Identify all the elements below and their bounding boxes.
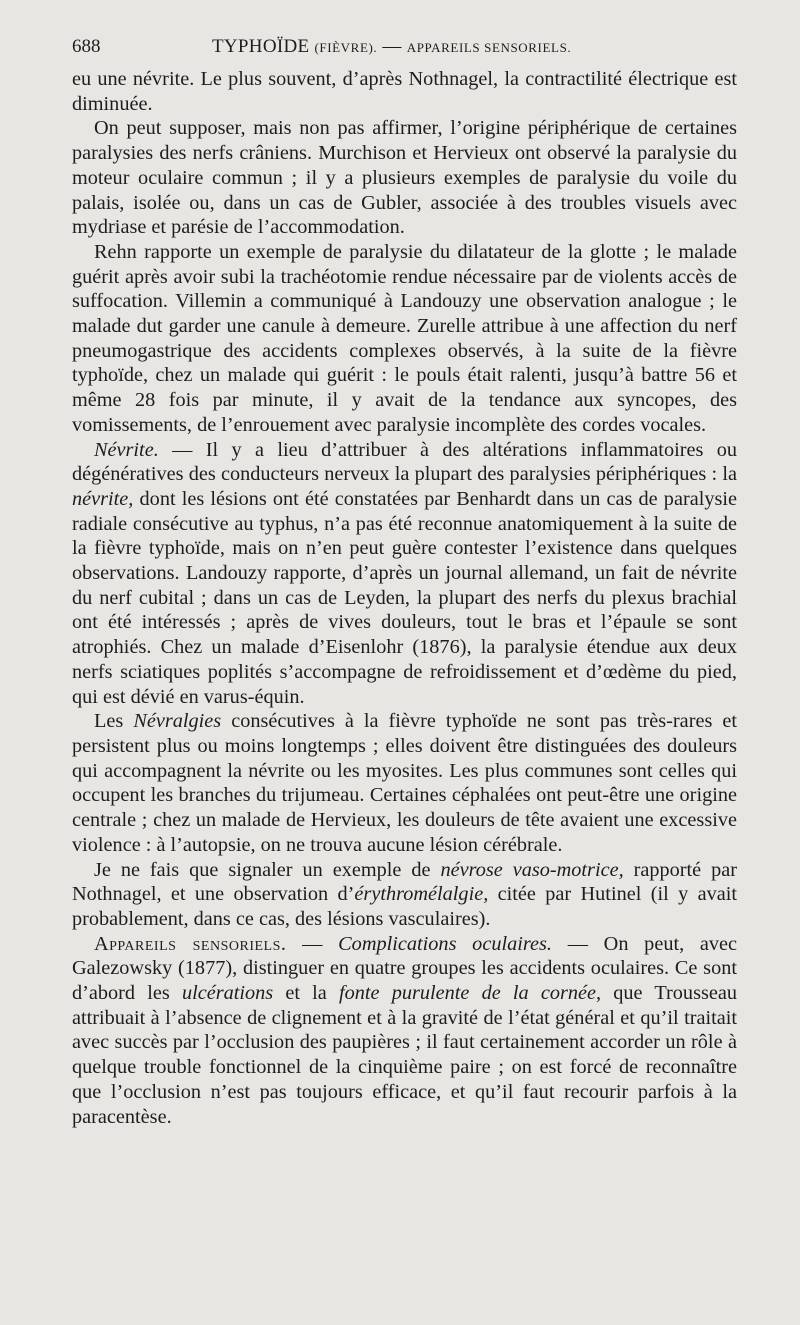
header-separator: — bbox=[382, 36, 402, 57]
running-header bbox=[72, 34, 737, 60]
section-heading: Appareils sensoriels. bbox=[94, 932, 287, 955]
paragraph-nevralgies: Les Névralgies consécutives à la fièvre typhoïde ne sont pas très-rares et persistent plus ou moins longtemps ; elles doivent être distinguées des douleurs qui accompagnent la névrite ou les myosites. Les plus communes sont celles qui occupent les branches du trijumeau. Certaines céphalées ont peut-être une origine centrale ; chez un malade de Hervieux, les douleurs de tête avaient une excessive violence : à l’autopsie, on ne trouva aucune lésion cérébrale. bbox=[72, 710, 737, 856]
running-title bbox=[212, 34, 571, 61]
paragraph-continuation: eu une névrite. Le plus souvent, d’après Nothnagel, la contractilité électrique est diminuée. bbox=[72, 68, 737, 115]
paragraph-glottis: Rehn rapporte un exemple de paralysie du dilatateur de la glotte ; le malade guérit après avoir subi la trachéotomie rendue nécessaire par de violents accès de suffocation. Villemin a communiqué à Landouzy une observation analogue ; le malade dut garder une canule à demeure. Zurelle attribue à une affection du nerf pneumogastrique des accidents complexes observés, à la suite de la fièvre typhoïde, chez un malade qui guérit : le pouls était ralenti, jusqu’à battre 56 et même 28 fois par minute, il y avait de la tendance aux syncopes, des vomissements, de l’enrouement avec paralysie incomplète des cordes vocales. bbox=[72, 240, 737, 436]
page-body bbox=[72, 67, 737, 1129]
paragraph-nevrite: Névrite. — Il y a lieu d’attribuer à des altérations inflammatoires ou dégénératives des conducteurs nerveux la plupart des paralysies périphériques : la névrite, dont les lésions ont été constatées par Benhardt dans un cas de paralysie radiale consécutive au typhus, n’a pas été reconnue anatomiquement à la suite de la fièvre typhoïde, mais on n’en peut guère contester l’existence dans quelques observations. Landouzy rapporte, d’après un journal allemand, un fait de névrite du nerf cubital ; dans un cas de Leyden, la plupart des nerfs du plexus brachial ont été intéressés ; après de vives douleurs, tout le bras et l’épaule se sont atrophiés. Chez un malade d’Eisenlohr (1876), la paralysie étendue aux deux nerfs sciatiques poplités s’accompagne de refroidissement et d’œdème du pied, qui est dévié en varus-équin. bbox=[72, 438, 737, 708]
header-title-note: (FIÈVRE). bbox=[314, 40, 378, 55]
paragraph-cranial-nerves: On peut supposer, mais non pas affirmer, l’origine périphérique de certaines paralysies des nerfs crâniens. Murchison et Hervieux ont observé la paralysie du moteur oculaire commun ; il y a plusieurs exemples de paralysie du voile du palais, isolée ou, dans un cas de Gubler, associée à des troubles visuels avec mydriase et parésie de l’accommodation. bbox=[72, 117, 737, 239]
paragraph-vasomotrice: Je ne fais que signaler un exemple de névrose vaso-motrice, rapporté par Nothnagel, et une observation d’érythromélalgie, citée par Hutinel (il y avait probablement, dans ce cas, des lésions vasculaires). bbox=[72, 858, 737, 930]
header-title: TYPHOÏDE bbox=[212, 36, 310, 57]
paragraph-lead: Névrite. bbox=[94, 438, 159, 461]
page-number: 688 bbox=[72, 36, 101, 57]
paragraph-appareils-sensoriels: Appareils sensoriels. — Complications oculaires. — On peut, avec Galezowsky (1877), distinguer en quatre groupes les accidents oculaires. Ce sont d’abord les ulcérations et la fonte purulente de la cornée, que Trousseau attribuait à l’absence de clignement et à la gravité de l’état général et qu’il traitait avec succès par l’occlusion des paupières ; il faut certainement accorder un rôle à quelque trouble fonctionnel de la cinquième paire ; on est forcé de reconnaître que l’occlusion n’est pas toujours efficace, et qu’il faut recourir parfois à la paracentèse. bbox=[72, 932, 738, 1128]
header-section: APPAREILS SENSORIELS. bbox=[406, 40, 572, 55]
